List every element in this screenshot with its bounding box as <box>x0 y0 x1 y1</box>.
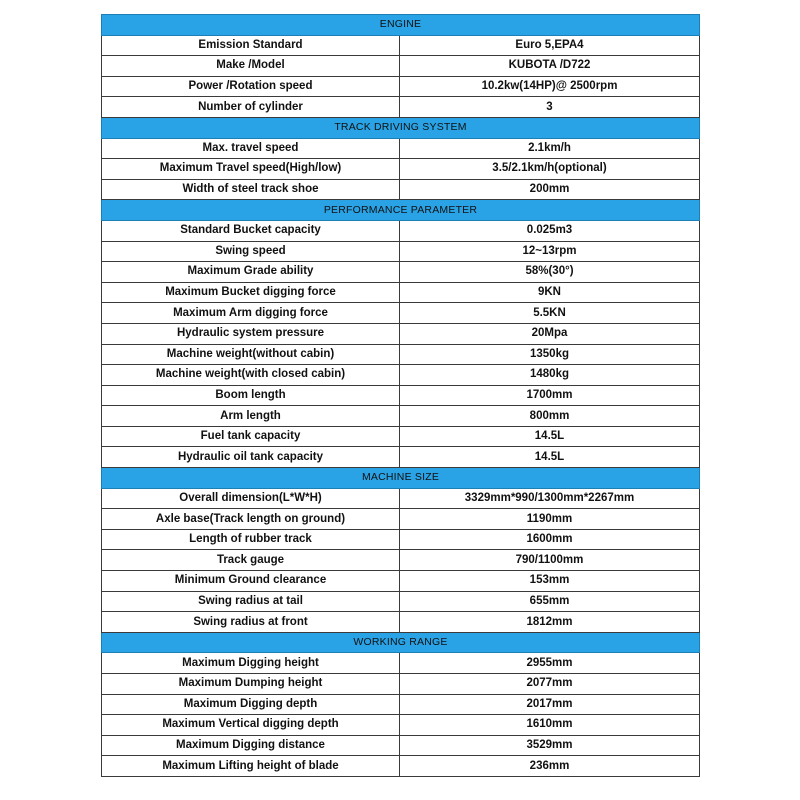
spec-label: Maximum Digging distance <box>102 735 400 756</box>
spec-row <box>102 56 700 77</box>
spec-row <box>102 612 700 633</box>
spec-row <box>102 509 700 530</box>
spec-label: Maximum Lifting height of blade <box>102 756 400 777</box>
spec-label: Maximum Digging depth <box>102 694 400 715</box>
spec-value: 236mm <box>400 756 700 777</box>
spec-row <box>102 653 700 674</box>
spec-label: Maximum Travel speed(High/low) <box>102 159 400 180</box>
spec-label: Machine weight(without cabin) <box>102 344 400 365</box>
spec-value: 3.5/2.1km/h(optional) <box>400 159 700 180</box>
spec-row <box>102 694 700 715</box>
spec-label: Maximum Bucket digging force <box>102 282 400 303</box>
spec-value: 2955mm <box>400 653 700 674</box>
spec-label: Machine weight(with closed cabin) <box>102 365 400 386</box>
spec-label: Maximum Grade ability <box>102 262 400 283</box>
section-header <box>102 468 700 489</box>
spec-label: Make /Model <box>102 56 400 77</box>
spec-value: 1480kg <box>400 365 700 386</box>
spec-label: Maximum Arm digging force <box>102 303 400 324</box>
spec-value: 5.5KN <box>400 303 700 324</box>
spec-value: 1600mm <box>400 529 700 550</box>
spec-value: 3529mm <box>400 735 700 756</box>
section-title: ENGINE <box>102 15 700 36</box>
spec-value: 1700mm <box>400 385 700 406</box>
spec-row <box>102 97 700 118</box>
spec-label: Width of steel track shoe <box>102 179 400 200</box>
spec-label: Max. travel speed <box>102 138 400 159</box>
spec-value: 2017mm <box>400 694 700 715</box>
spec-row <box>102 262 700 283</box>
section-header <box>102 200 700 221</box>
spec-label: Standard Bucket capacity <box>102 220 400 241</box>
spec-row <box>102 344 700 365</box>
spec-row <box>102 282 700 303</box>
spec-value: 14.5L <box>400 426 700 447</box>
spec-value: 790/1100mm <box>400 550 700 571</box>
spec-row <box>102 715 700 736</box>
spec-label: Overall dimension(L*W*H) <box>102 488 400 509</box>
spec-row <box>102 756 700 777</box>
spec-label: Minimum Ground clearance <box>102 571 400 592</box>
spec-label: Hydraulic oil tank capacity <box>102 447 400 468</box>
spec-row <box>102 385 700 406</box>
spec-value: 153mm <box>400 571 700 592</box>
spec-value: 0.025m3 <box>400 220 700 241</box>
spec-value: 3 <box>400 97 700 118</box>
spec-label: Boom length <box>102 385 400 406</box>
spec-label: Swing speed <box>102 241 400 262</box>
spec-label: Fuel tank capacity <box>102 426 400 447</box>
spec-row <box>102 179 700 200</box>
spec-label: Maximum Dumping height <box>102 674 400 695</box>
section-title: PERFORMANCE PARAMETER <box>102 200 700 221</box>
spec-row <box>102 426 700 447</box>
spec-row <box>102 138 700 159</box>
spec-label: Arm length <box>102 406 400 427</box>
section-header <box>102 632 700 653</box>
spec-label: Swing radius at front <box>102 612 400 633</box>
spec-value: 1350kg <box>400 344 700 365</box>
spec-value: 3329mm*990/1300mm*2267mm <box>400 488 700 509</box>
spec-row <box>102 571 700 592</box>
spec-value: 1610mm <box>400 715 700 736</box>
spec-row <box>102 591 700 612</box>
spec-row <box>102 735 700 756</box>
spec-row <box>102 488 700 509</box>
section-title: TRACK DRIVING SYSTEM <box>102 117 700 138</box>
spec-row <box>102 365 700 386</box>
spec-value: KUBOTA /D722 <box>400 56 700 77</box>
spec-value: 2.1km/h <box>400 138 700 159</box>
spec-value: 1190mm <box>400 509 700 530</box>
section-title: WORKING RANGE <box>102 632 700 653</box>
spec-label: Number of cylinder <box>102 97 400 118</box>
spec-row <box>102 35 700 56</box>
section-title: MACHINE SIZE <box>102 468 700 489</box>
spec-label: Swing radius at tail <box>102 591 400 612</box>
spec-value: 12~13rpm <box>400 241 700 262</box>
spec-row <box>102 674 700 695</box>
spec-row <box>102 220 700 241</box>
spec-value: 20Mpa <box>400 323 700 344</box>
spec-row <box>102 323 700 344</box>
spec-value: 14.5L <box>400 447 700 468</box>
spec-label: Emission Standard <box>102 35 400 56</box>
spec-value: 9KN <box>400 282 700 303</box>
spec-label: Track gauge <box>102 550 400 571</box>
spec-value: 10.2kw(14HP)@ 2500rpm <box>400 76 700 97</box>
spec-row <box>102 241 700 262</box>
spec-label: Maximum Digging height <box>102 653 400 674</box>
spec-value: 655mm <box>400 591 700 612</box>
spec-table <box>101 14 700 777</box>
section-header <box>102 117 700 138</box>
section-header <box>102 15 700 36</box>
spec-label: Axle base(Track length on ground) <box>102 509 400 530</box>
spec-row <box>102 159 700 180</box>
spec-row <box>102 76 700 97</box>
spec-row <box>102 303 700 324</box>
spec-value: 200mm <box>400 179 700 200</box>
spec-value: 1812mm <box>400 612 700 633</box>
spec-value: Euro 5,EPA4 <box>400 35 700 56</box>
spec-label: Maximum Vertical digging depth <box>102 715 400 736</box>
spec-row <box>102 406 700 427</box>
spec-label: Power /Rotation speed <box>102 76 400 97</box>
spec-row <box>102 529 700 550</box>
spec-row <box>102 447 700 468</box>
spec-label: Length of rubber track <box>102 529 400 550</box>
spec-value: 2077mm <box>400 674 700 695</box>
spec-row <box>102 550 700 571</box>
spec-value: 800mm <box>400 406 700 427</box>
spec-value: 58%(30°) <box>400 262 700 283</box>
spec-label: Hydraulic system pressure <box>102 323 400 344</box>
